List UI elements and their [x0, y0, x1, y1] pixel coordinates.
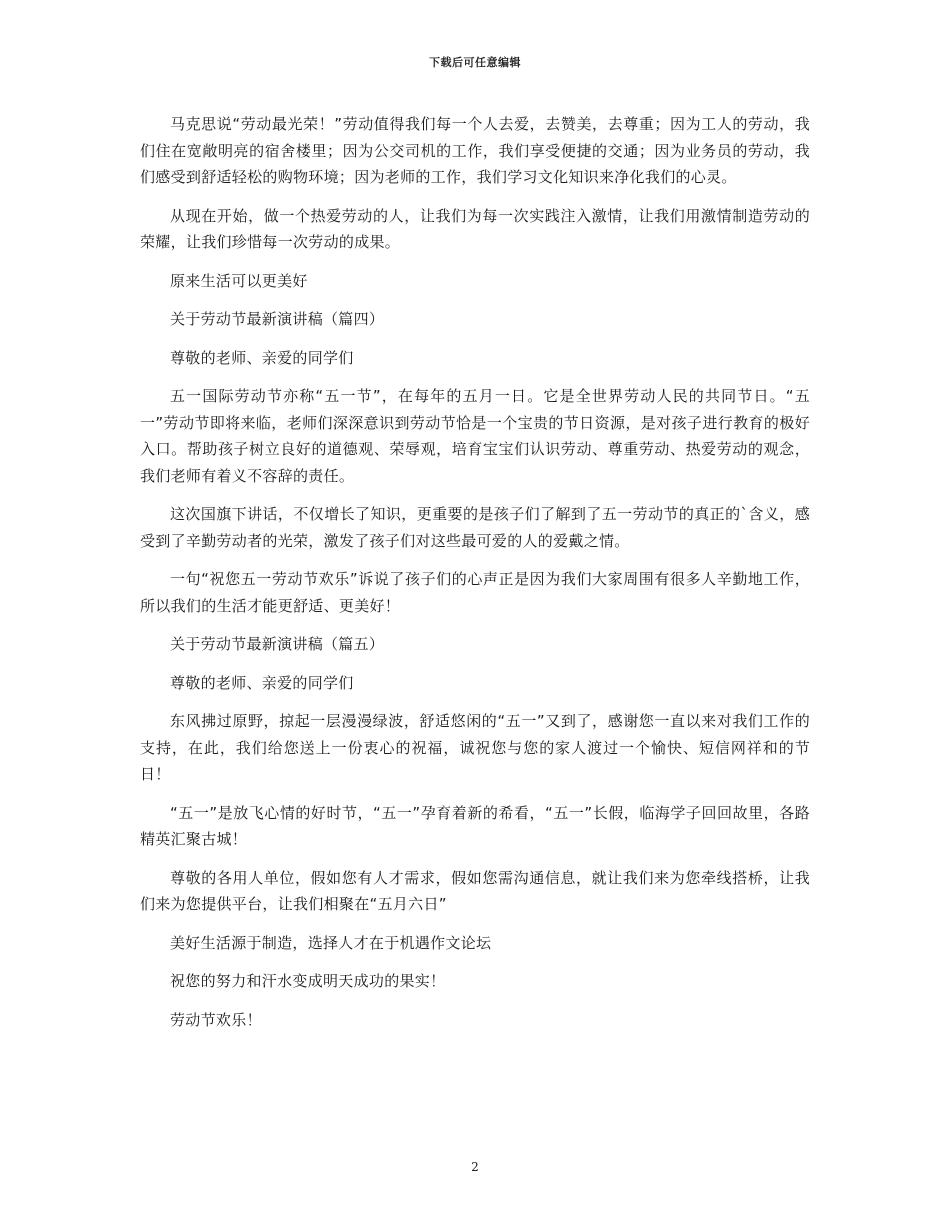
paragraph: 一句“祝您五一劳动节欢乐”诉说了孩子们的心声正是因为我们大家周围有很多人辛勤地工作，所以我们的生活才能更舒适、更美好！ — [140, 570, 810, 615]
closing-line: 劳动节欢乐！ — [170, 1010, 262, 1029]
section-heading: 关于劳动节最新演讲稿（篇四） — [170, 310, 385, 328]
salutation: 尊敬的老师、亲爱的同学们 — [170, 348, 354, 367]
paragraph: “五一”是放飞心情的好时节，“五一”孕育着新的希看，“五一”长假，临海学子回回故里，各路精英汇聚古城！ — [140, 803, 810, 848]
paragraph: 这次国旗下讲话，不仅增长了知识，更重要的是孩子们了解到了五一劳动节的真正的`含义，感受到了辛勤劳动者的光荣，激发了孩子们对这些最可爱的人的爱戴之情。 — [140, 505, 810, 550]
paragraph: 尊敬的各用人单位，假如您有人才需求，假如您需沟通信息，就让我们来为您牵线搭桥，让我们来为您提供平台，让我们相聚在“五月六日” — [140, 868, 810, 913]
document-body — [140, 111, 810, 1045]
page-header: 下载后可任意编辑 — [429, 56, 521, 69]
salutation: 尊敬的老师、亲爱的同学们 — [170, 673, 354, 692]
paragraph: 原来生活可以更美好 — [170, 271, 308, 290]
paragraph: 祝您的努力和汗水变成明天成功的果实！ — [170, 972, 446, 990]
paragraph: 美好生活源于制造，选择人才在于机遇作文论坛 — [170, 933, 492, 952]
paragraph: 东风拂过原野，掠起一层漫漫绿波，舒适悠闲的“五一”又到了，感谢您一直以来对我们工作的支持，在此，我们给您送上一份衷心的祝福，诚祝您与您的家人渡过一个愉快、短信网祥和的节日！ — [140, 712, 810, 783]
section-heading: 关于劳动节最新演讲稿（篇五） — [170, 635, 385, 653]
paragraph: 五一国际劳动节亦称“五一节”，在每年的五月一日。它是全世界劳动人民的共同节日。“五一”劳动节即将来临，老师们深深意识到劳动节恰是一个宝贵的节日资源，是对孩子进行教育的极好入口。帮助孩子树立良好的道德观、荣辱观，培育宝宝们认识劳动、尊重劳动、热爱劳动的观念，我们老师有着义不容辞的责任。 — [140, 387, 810, 485]
page-number: 2 — [471, 1160, 479, 1174]
paragraph: 从现在开始，做一个热爱劳动的人，让我们为每一次实践注入激情，让我们用激情制造劳动的荣耀，让我们珍惜每一次劳动的成果。 — [140, 206, 810, 251]
paragraph: 马克思说“劳动最光荣！”劳动值得我们每一个人去爱，去赞美，去尊重；因为工人的劳动，我们住在宽敞明亮的宿舍楼里；因为公交司机的工作，我们享受便捷的交通；因为业务员的劳动，我们感受到舒适轻松的购物环境；因为老师的工作，我们学习文化知识来净化我们的心灵。 — [140, 115, 810, 186]
